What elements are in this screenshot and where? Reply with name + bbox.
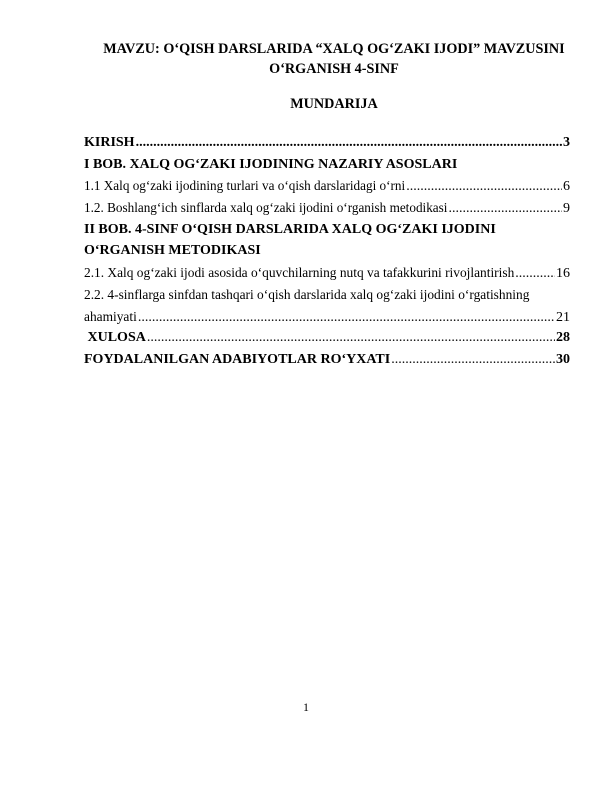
document-title [84, 39, 584, 79]
toc-leader-dots [138, 307, 555, 329]
toc-leader-dots [406, 176, 562, 198]
page-number: 1 [303, 700, 309, 714]
toc-entry-page: 9 [563, 201, 570, 217]
toc-entry-text: O‘RGANISH METODIKASI [84, 243, 261, 259]
toc-leader-dots [448, 198, 562, 220]
contents-heading: MUNDARIJA [290, 96, 378, 112]
toc-entry-page: 6 [563, 179, 570, 195]
toc-leader-dots [515, 263, 555, 285]
toc-entry-chapter-1 [84, 154, 570, 176]
toc-entry-2-2-cont [84, 306, 570, 328]
toc-entry-2-1 [84, 262, 570, 284]
toc-entry-kirish [84, 132, 570, 154]
toc-entry-chapter-2 [84, 219, 570, 241]
toc-leader-dots [147, 327, 555, 349]
toc-entry-page: 3 [563, 135, 570, 150]
title-line-2: O‘RGANISH 4-SINF [269, 61, 399, 77]
toc-leader-dots [136, 132, 562, 154]
title-line-1: MAVZU: O‘QISH DARSLARIDA “XALQ OG‘ZAKI IJODI” MAVZUSINI [103, 41, 565, 57]
toc-entry-xulosa [84, 327, 570, 349]
toc-entry-references [84, 349, 570, 371]
toc-entry-page: 28 [556, 330, 570, 346]
toc-entry-text: 1.2. Boshlang‘ich sinflarda xalq og‘zaki ijodini o‘rganish metodikasi [84, 200, 448, 216]
toc-entry-text: II BOB. 4-SINF O‘QISH DARSLARIDA XALQ OG‘ZAKI IJODINI [84, 221, 496, 237]
toc-entry-text: FOYDALANILGAN ADABIYOTLAR RO‘YXATI [84, 351, 391, 367]
table-of-contents [84, 132, 570, 371]
toc-leader-dots [391, 349, 555, 371]
toc-entry-chapter-2-cont [84, 240, 570, 262]
toc-entry-text: I BOB. XALQ OG‘ZAKI IJODINING NAZARIY ASOSLARI [84, 156, 458, 172]
toc-entry-text: 1.1 Xalq og‘zaki ijodining turlari va o‘qish darslaridagi o‘rni [84, 178, 406, 194]
toc-entry-1-2 [84, 197, 570, 219]
toc-entry-text: KIRISH [84, 135, 135, 150]
toc-entry-page: 16 [556, 266, 570, 282]
toc-entry-1-1 [84, 175, 570, 197]
toc-entry-text: 2.1. Xalq og‘zaki ijodi asosida o‘quvchilarning nutq va tafakkurini rivojlantirish [84, 265, 515, 281]
toc-entry-page: 21 [556, 309, 570, 325]
toc-entry-page: 30 [556, 351, 570, 367]
toc-entry-text: ahamiyati [84, 308, 137, 324]
toc-entry-text: XULOSA [84, 330, 146, 346]
toc-entry-2-2 [84, 284, 570, 306]
toc-entry-text: 2.2. 4-sinflarga sinfdan tashqari o‘qish darslarida xalq og‘zaki ijodini o‘rgatishning [84, 286, 530, 302]
